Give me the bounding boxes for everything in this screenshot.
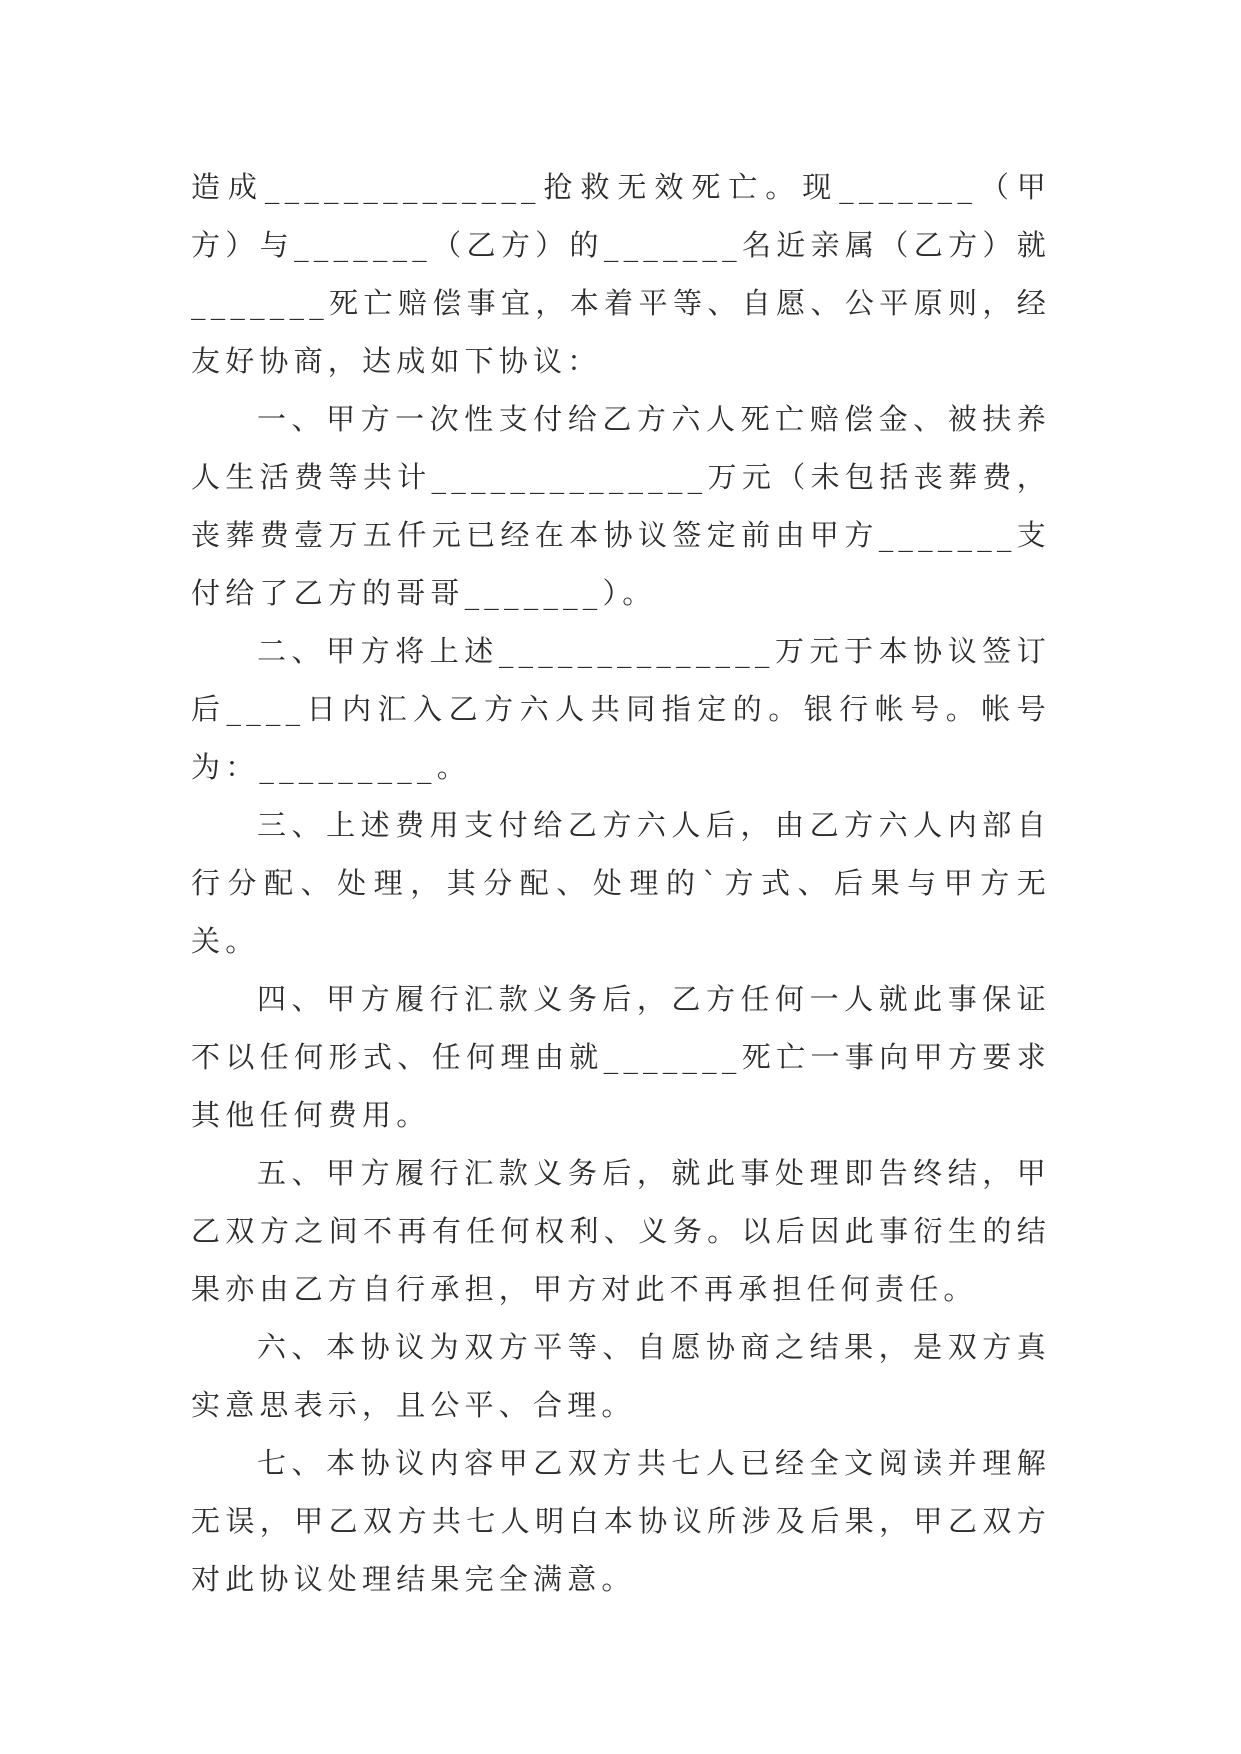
clause-6: 六、本协议为双方平等、自愿协商之结果，是双方真实意思表示，且公平、合理。 — [191, 1330, 1051, 1422]
paragraph-intro: 造成______________抢救无效死亡。现_______（甲方）与_______（乙方）的_______名近亲属（乙方）就_______死亡赔偿事宜，本着平等、自愿、公平原则，经友好协商，达成如下协议： — [191, 170, 1051, 378]
clause-5: 五、甲方履行汇款义务后，就此事处理即告终结，甲乙双方之间不再有任何权利、义务。以后因此事衍生的结果亦由乙方自行承担，甲方对此不再承担任何责任。 — [191, 1156, 1051, 1306]
document-page — [191, 158, 1051, 1608]
clause-4: 四、甲方履行汇款义务后，乙方任何一人就此事保证不以任何形式、任何理由就_______死亡一事向甲方要求其他任何费用。 — [191, 982, 1051, 1132]
clause-7: 七、本协议内容甲乙双方共七人已经全文阅读并理解无误，甲乙双方共七人明白本协议所涉及后果，甲乙双方对此协议处理结果完全满意。 — [191, 1446, 1051, 1596]
clause-3: 三、上述费用支付给乙方六人后，由乙方六人内部自行分配、处理，其分配、处理的`方式、后果与甲方无关。 — [191, 808, 1051, 958]
clause-1: 一、甲方一次性支付给乙方六人死亡赔偿金、被扶养人生活费等共计______________万元（未包括丧葬费，丧葬费壹万五仟元已经在本协议签定前由甲方_______支付给了乙方的哥哥_______）。 — [191, 402, 1051, 610]
clause-2: 二、甲方将上述______________万元于本协议签订后____日内汇入乙方六人共同指定的。银行帐号。帐号为：_________。 — [191, 634, 1051, 784]
